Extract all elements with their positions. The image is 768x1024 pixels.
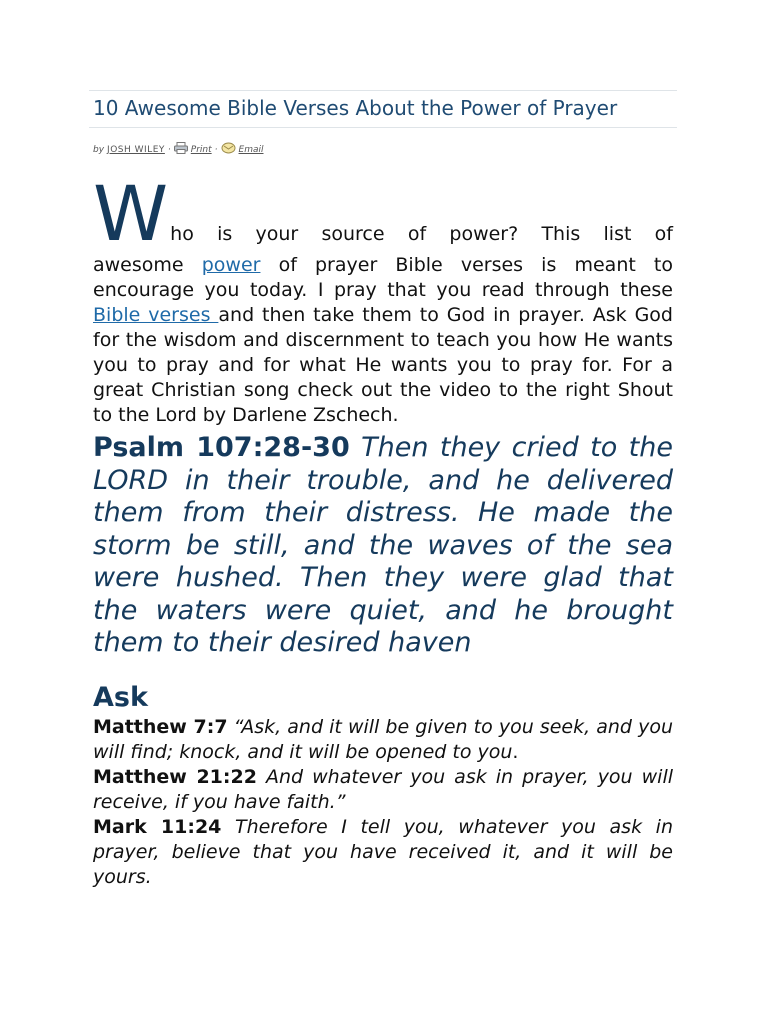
verse-text: Then they cried to the LORD in their trouble, and he delivered them from their distress. He made the storm be still, and the waves of the sea were hushed. Then they were glad that the waters were quiet, and he brought them to their desired haven: [93, 432, 673, 658]
verse-text: Therefore I tell you, whatever you ask in prayer, believe that you have received it, and it will be yours.: [93, 815, 673, 888]
section-heading: Ask: [93, 681, 148, 713]
verse-list: [93, 715, 673, 890]
byline-by: by: [93, 144, 105, 155]
author-link[interactable]: JOSH WILEY: [107, 144, 165, 155]
verse-item: [93, 815, 673, 890]
verse-text: And whatever you ask in prayer, you will receive, if you have faith.”: [93, 765, 674, 813]
article-title: 10 Awesome Bible Verses About the Power of Prayer: [93, 96, 618, 120]
email-link[interactable]: Email: [238, 144, 264, 155]
intro-body: [93, 253, 673, 428]
verse-reference: Mark 11:24: [93, 815, 222, 838]
intro-text: awesome: [93, 254, 202, 276]
intro-first-line: [93, 169, 673, 258]
envelope-icon[interactable]: [221, 142, 236, 157]
verse-tail: .: [512, 740, 519, 763]
verse-text: “Ask, and it will be given to you seek, and you will find; knock, and it will be opened to you: [93, 715, 673, 763]
byline-separator: ·: [167, 144, 171, 155]
intro-text: of prayer Bible verses is meant to encourage you today. I pray that you read through these: [93, 254, 673, 301]
verse-item: [93, 715, 673, 765]
printer-icon[interactable]: [174, 142, 188, 157]
drop-cap: W: [93, 169, 169, 258]
intro-first-line-text: ho is your source of power? This list of: [170, 223, 673, 245]
psalm-verse: [93, 432, 673, 660]
verse-reference: Matthew 21:22: [93, 765, 257, 788]
verse-item: [93, 765, 673, 815]
verse-reference: Matthew 7:7: [93, 715, 228, 738]
byline: [93, 142, 673, 157]
power-link[interactable]: power: [201, 254, 261, 276]
byline-separator: ·: [214, 144, 218, 155]
intro-paragraph: [93, 169, 673, 428]
print-link[interactable]: Print: [190, 144, 212, 155]
verse-reference: Psalm 107:28-30: [93, 432, 350, 463]
intro-text: and then take them to God in prayer. Ask God for the wisdom and discernment to teach you how He wants you to pray and for what He wants you to pray for. For a great Christian song check out the video to the right Shout to the Lord by Darlene Zschech.: [93, 304, 673, 426]
bible-verses-link[interactable]: Bible verses: [93, 304, 219, 326]
title-rule-bottom: [89, 127, 677, 128]
article: [93, 90, 673, 890]
